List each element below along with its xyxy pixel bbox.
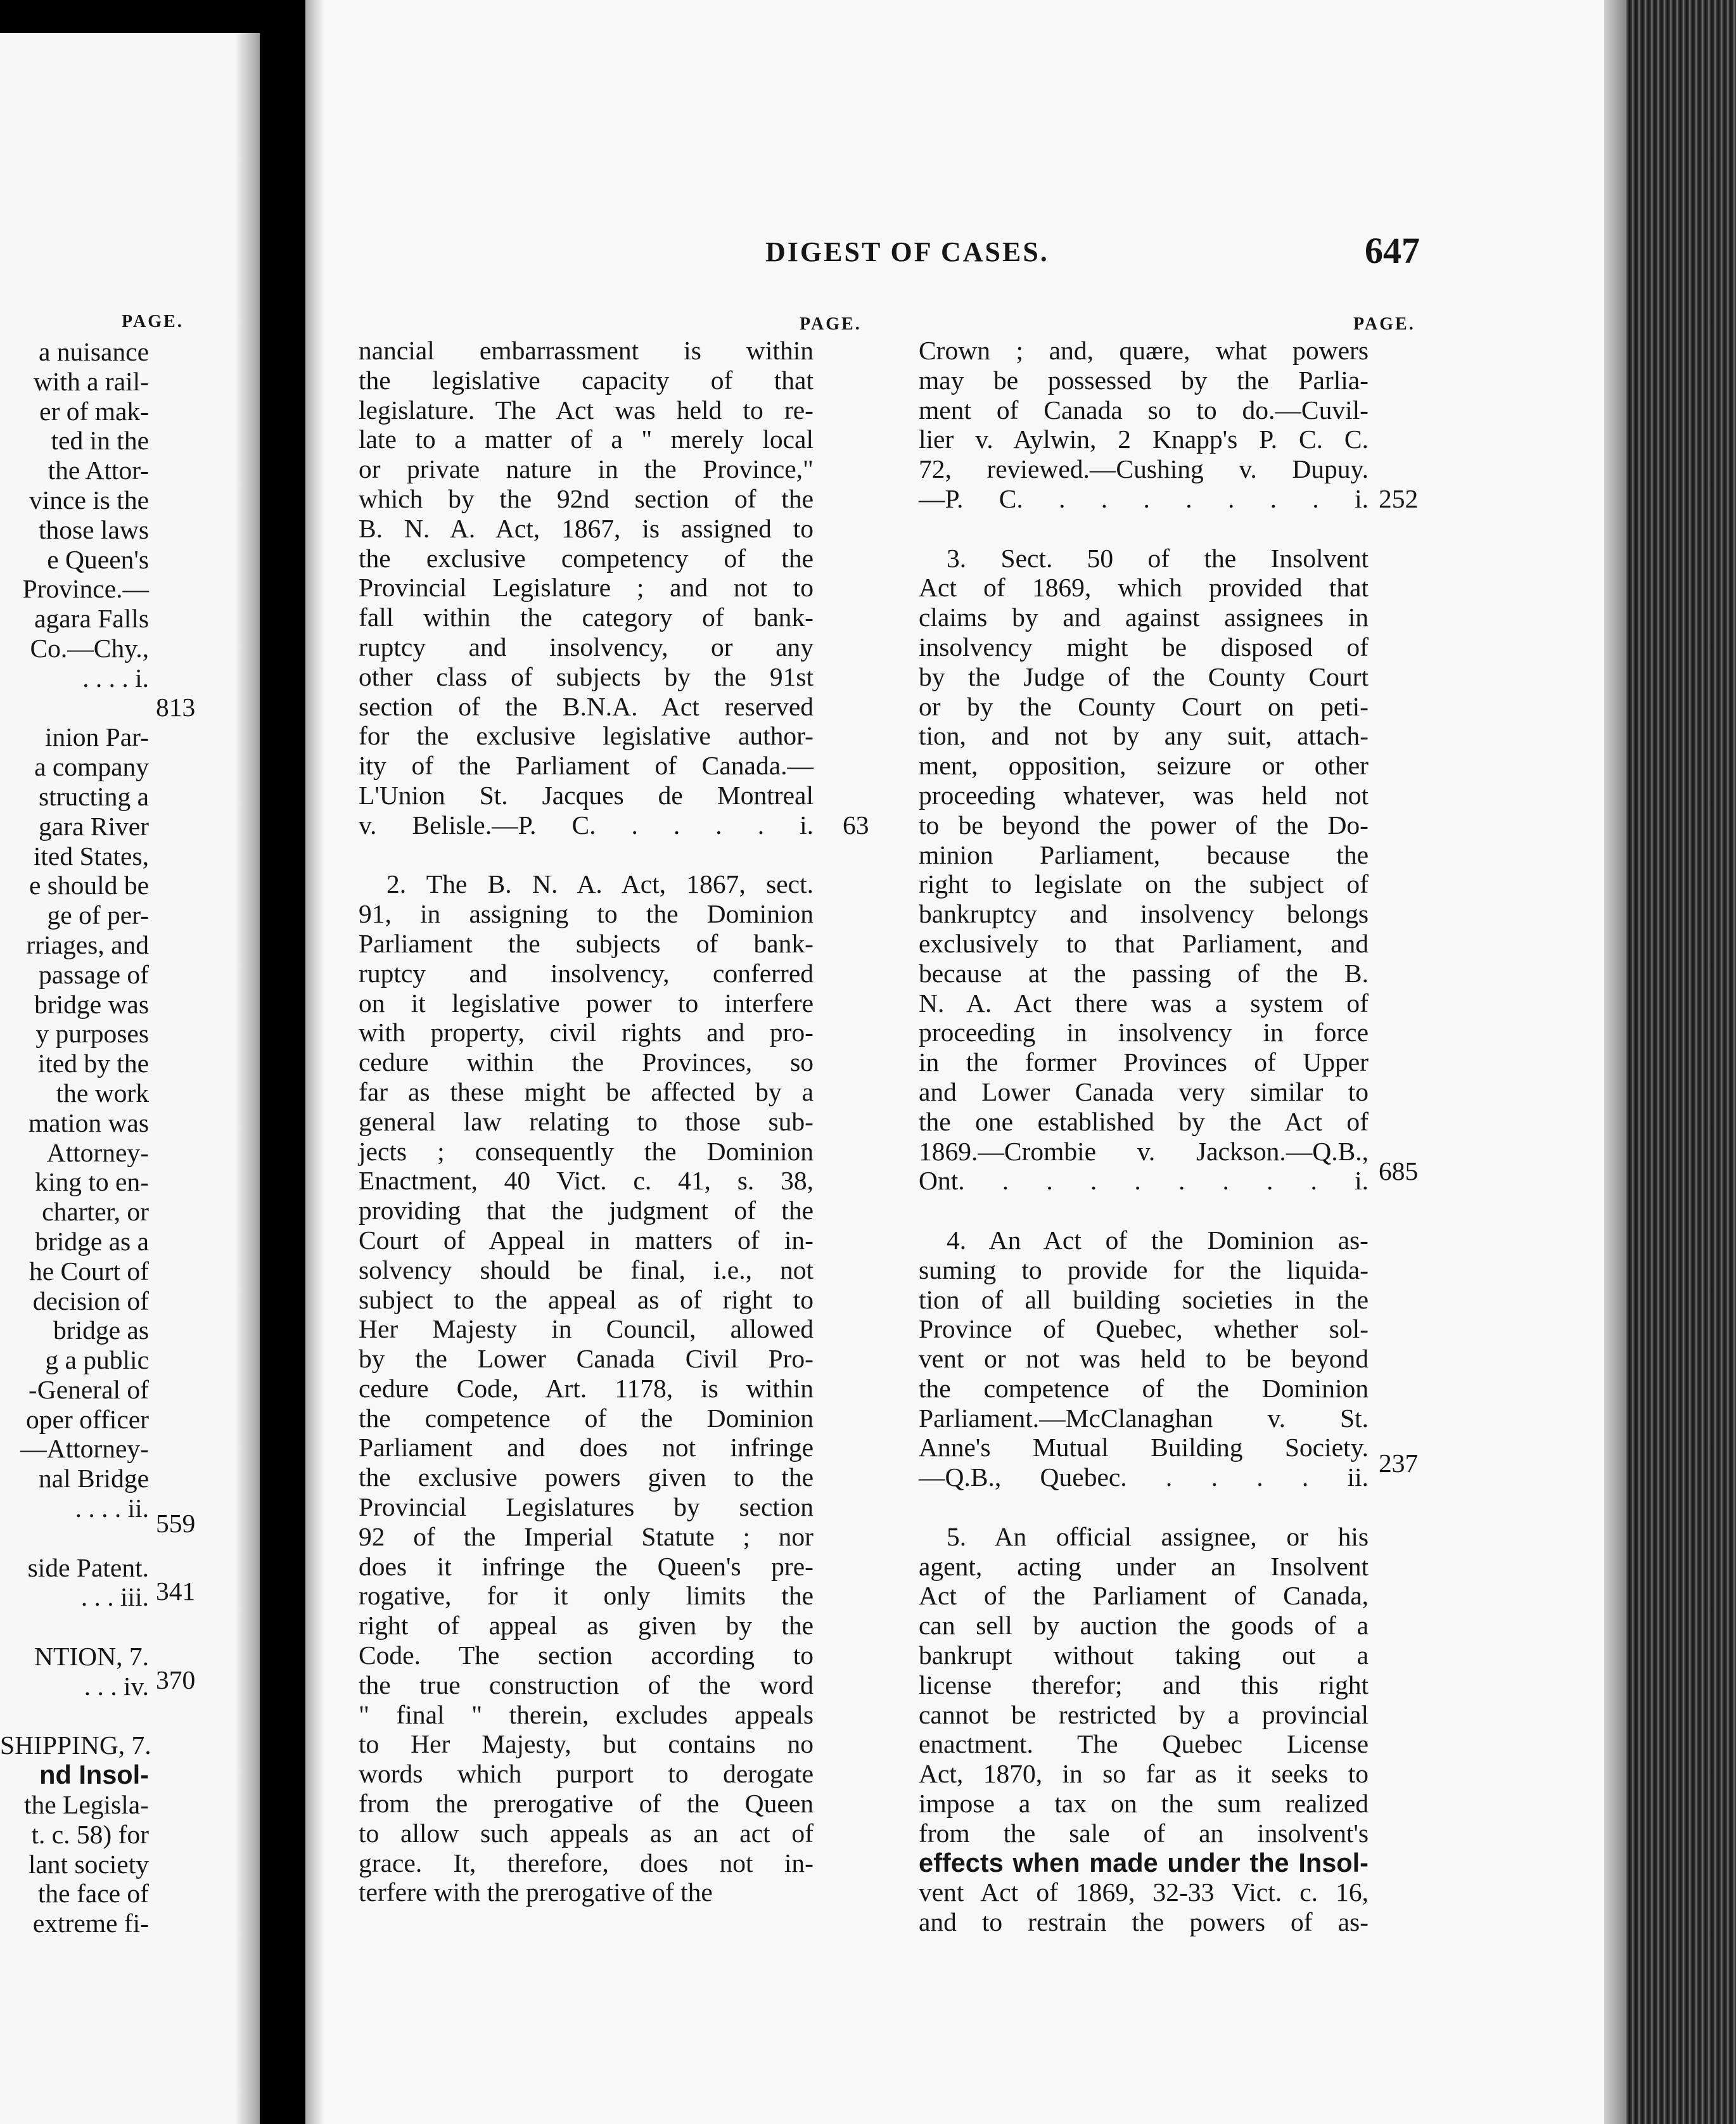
middle-page-label: PAGE. <box>800 314 862 334</box>
paragraph-gap <box>919 514 1369 544</box>
right-gutter-shadow <box>305 0 324 2124</box>
text-line: 4. An Act of the Dominion as- <box>947 1225 1369 1255</box>
text-line: y purposes <box>35 1019 149 1049</box>
text-line: structing a <box>38 781 149 811</box>
text-line: . . . . i. <box>82 663 149 693</box>
page-number: 647 <box>1365 230 1420 271</box>
left-ref-370: 370 <box>156 1665 196 1694</box>
right-ref-252: 252 <box>1379 484 1419 513</box>
text-line: bankruptcy and insolvency belongs <box>919 899 1369 929</box>
text-line: or by the County Court on peti- <box>919 691 1369 721</box>
text-line: L'Union St. Jacques de Montreal <box>359 780 814 810</box>
text-line: effects when made under the Insol- <box>919 1847 1369 1878</box>
text-line: cannot be restricted by a provincial <box>919 1699 1369 1729</box>
text-line: the exclusive competency of the <box>359 543 814 573</box>
running-head: DIGEST OF CASES. <box>765 236 1049 267</box>
text-line: ited States, <box>33 841 149 871</box>
text-line: gara River <box>39 811 149 841</box>
text-line: providing that the judgment of the <box>359 1196 814 1225</box>
text-line: tion, and not by any suit, attach- <box>919 721 1369 751</box>
left-page <box>0 33 260 2124</box>
text-line: or private nature in the Province," <box>359 454 814 484</box>
text-line: mation was <box>28 1108 149 1137</box>
text-line: right to legislate on the subject of <box>919 869 1369 899</box>
text-line: bridge as <box>53 1315 149 1345</box>
text-line: king to en- <box>35 1167 149 1197</box>
text-line: g a public <box>45 1345 149 1375</box>
paragraph-gap <box>919 1196 1369 1225</box>
text-line: inion Par- <box>45 722 149 752</box>
text-line: Act, 1870, in so far as it seeks to <box>919 1759 1369 1789</box>
text-line: . . . iv. <box>84 1671 149 1701</box>
text-line: charter, or <box>42 1197 149 1227</box>
text-line: the Legisla- <box>23 1790 149 1820</box>
text-line: jects ; consequently the Dominion <box>359 1136 814 1166</box>
text-line: ruptcy and insolvency, or any <box>359 632 814 662</box>
text-line: 5. An official assignee, or his <box>947 1521 1369 1551</box>
text-line: Provincial Legislatures by section <box>359 1492 814 1522</box>
text-line: and Lower Canada very similar to <box>919 1077 1369 1106</box>
text-line: lant society <box>28 1849 149 1879</box>
text-line: rogative, for it only limits the <box>359 1581 814 1611</box>
text-line: B. N. A. Act, 1867, is assigned to <box>359 513 814 543</box>
text-line: Her Majesty in Council, allowed <box>359 1314 814 1344</box>
text-line: Province of Quebec, whether sol- <box>919 1314 1369 1344</box>
text-line: claims by and against assignees in <box>919 603 1369 632</box>
text-line: passage of <box>38 959 149 989</box>
text-line: the Attor- <box>48 456 149 485</box>
text-line: legislature. The Act was held to re- <box>359 395 814 425</box>
paragraph-gap <box>0 693 149 723</box>
text-line: words which purport to derogate <box>359 1759 814 1789</box>
text-line: general law relating to those sub- <box>359 1106 814 1136</box>
text-line: Anne's Mutual Building Society. <box>919 1433 1369 1462</box>
text-line: those laws <box>38 515 149 544</box>
left-page-label: PAGE. <box>122 312 184 331</box>
text-line: from the prerogative of the Queen <box>359 1789 814 1819</box>
text-line: Court of Appeal in matters of in- <box>359 1225 814 1255</box>
text-line: vince is the <box>29 485 149 515</box>
text-line: because at the passing of the B. <box>919 958 1369 988</box>
text-line: ited by the <box>37 1049 149 1078</box>
text-line: from the sale of an insolvent's <box>919 1818 1369 1848</box>
text-line: —P. C. . . . . . . . i. <box>919 483 1369 513</box>
text-line: Enactment, 40 Vict. c. 41, s. 38, <box>359 1166 814 1196</box>
text-line: by the Lower Canada Civil Pro- <box>359 1344 814 1374</box>
text-line: oper officer <box>26 1404 149 1434</box>
text-line: late to a matter of a " merely local <box>359 425 814 454</box>
text-line: nal Bridge <box>38 1464 149 1494</box>
text-line: Provincial Legislature ; and not to <box>359 573 814 603</box>
text-line: bankrupt without taking out a <box>919 1641 1369 1670</box>
paragraph-gap <box>0 1701 149 1731</box>
text-line: the legislative capacity of that <box>359 365 814 395</box>
text-line: with property, civil rights and pro- <box>359 1018 814 1047</box>
text-line: to allow such appeals as an act of <box>359 1818 814 1848</box>
paragraph-gap <box>0 1523 149 1553</box>
middle-column-text <box>359 336 814 1907</box>
text-line: ment, opposition, seizure or other <box>919 751 1369 781</box>
text-line: —Attorney- <box>20 1434 149 1464</box>
text-line: minion Parliament, because the <box>919 840 1369 869</box>
text-line: bridge was <box>34 989 149 1019</box>
left-ref-813: 813 <box>156 693 196 722</box>
text-line: which by the 92nd section of the <box>359 483 814 513</box>
text-line: lier v. Aylwin, 2 Knapp's P. C. C. <box>919 425 1369 454</box>
text-line: exclusively to that Parliament, and <box>919 928 1369 958</box>
text-line: solvency should be final, i.e., not <box>359 1255 814 1284</box>
text-line: vent Act of 1869, 32-33 Vict. c. 16, <box>919 1878 1369 1907</box>
text-line: Parliament.—McClanaghan v. St. <box>919 1403 1369 1433</box>
text-line: agent, acting under an Insolvent <box>919 1551 1369 1581</box>
text-line: the work <box>56 1078 149 1108</box>
text-line: er of mak- <box>39 396 149 426</box>
text-line: the face of <box>37 1879 149 1909</box>
text-line: NTION, 7. <box>34 1642 149 1672</box>
left-ref-559: 559 <box>156 1509 196 1538</box>
text-line: proceeding whatever, was held not <box>919 780 1369 810</box>
text-line: the competence of the Dominion <box>359 1403 814 1433</box>
text-line: Parliament the subjects of bank- <box>359 928 814 958</box>
right-column-text <box>919 336 1369 1937</box>
text-line: for the exclusive legislative author- <box>359 721 814 751</box>
text-line: grace. It, therefore, does not in- <box>359 1848 814 1878</box>
text-line: N. A. Act there was a system of <box>919 988 1369 1018</box>
text-line: he Court of <box>29 1256 149 1286</box>
text-line: 91, in assigning to the Dominion <box>359 899 814 929</box>
text-line: does it infringe the Queen's pre- <box>359 1551 814 1581</box>
text-line: in the former Provinces of Upper <box>919 1047 1369 1077</box>
book-page-edges <box>1604 0 1736 2124</box>
paragraph-gap <box>0 1612 149 1642</box>
text-line: rriages, and <box>26 930 149 959</box>
text-line: enactment. The Quebec License <box>919 1729 1369 1759</box>
text-line: right of appeal as given by the <box>359 1611 814 1641</box>
text-line: far as these might be affected by a <box>359 1077 814 1106</box>
text-line: subject to the appeal as of right to <box>359 1284 814 1314</box>
text-line: Ont. . . . . . . . . i. <box>919 1166 1369 1196</box>
text-line: Province.— <box>22 574 149 604</box>
text-line: vent or not was held to be beyond <box>919 1344 1369 1374</box>
text-line: ruptcy and insolvency, conferred <box>359 958 814 988</box>
left-column-text <box>0 337 149 1938</box>
text-line: agara Falls <box>34 604 149 634</box>
text-line: Co.—Chy., <box>30 633 149 663</box>
text-line: to be beyond the power of the Do- <box>919 810 1369 840</box>
text-line: Crown ; and, quære, what powers <box>919 336 1369 365</box>
text-line: e Queen's <box>47 544 149 574</box>
page-edge-highlight <box>1604 0 1626 2124</box>
paragraph-gap <box>919 1492 1369 1522</box>
text-line: ment of Canada so to do.—Cuvil- <box>919 395 1369 425</box>
text-line: 72, reviewed.—Cushing v. Dupuy. <box>919 454 1369 484</box>
right-ref-685: 685 <box>1379 1156 1419 1186</box>
text-line: the one established by the Act of <box>919 1106 1369 1136</box>
text-line: insolvency might be disposed of <box>919 632 1369 662</box>
left-gutter-shadow <box>234 33 260 2124</box>
middle-ref-63: 63 <box>843 810 869 840</box>
text-line: v. Belisle.—P. C. . . . . i. <box>359 810 814 840</box>
text-line: . . . . ii. <box>75 1494 149 1523</box>
text-line: 92 of the Imperial Statute ; nor <box>359 1521 814 1551</box>
text-line: a company <box>34 752 149 782</box>
text-line: Act of the Parliament of Canada, <box>919 1581 1369 1611</box>
text-line: 1869.—Crombie v. Jackson.—Q.B., <box>919 1136 1369 1166</box>
text-line: by the Judge of the County Court <box>919 662 1369 691</box>
text-line: SHIPPING, 7. <box>0 1731 151 1760</box>
text-line: and to restrain the powers of as- <box>919 1907 1369 1937</box>
text-line: t. c. 58) for <box>31 1819 149 1849</box>
text-line: 3. Sect. 50 of the Insolvent <box>947 543 1369 573</box>
text-line: other class of subjects by the 91st <box>359 662 814 691</box>
text-line: —Q.B., Quebec. . . . . ii. <box>919 1462 1369 1492</box>
text-line: extreme fi- <box>32 1909 149 1938</box>
text-line: with a rail- <box>33 366 149 396</box>
text-line: Code. The section according to <box>359 1641 814 1670</box>
paragraph-gap <box>359 840 814 870</box>
text-line: Parliament and does not infringe <box>359 1433 814 1462</box>
text-line: side Patent. <box>27 1552 149 1582</box>
text-line: ted in the <box>51 426 149 456</box>
text-line: to Her Majesty, but contains no <box>359 1729 814 1759</box>
text-line: suming to provide for the liquida- <box>919 1255 1369 1284</box>
text-line: license therefor; and this right <box>919 1670 1369 1699</box>
text-line: Attorney- <box>46 1137 149 1167</box>
text-line: on it legislative power to interfere <box>359 988 814 1018</box>
text-line: Act of 1869, which provided that <box>919 573 1369 603</box>
text-line: decision of <box>32 1286 149 1315</box>
text-line: the true construction of the word <box>359 1670 814 1699</box>
text-line: e should be <box>29 871 149 900</box>
text-line: -General of <box>28 1374 149 1404</box>
text-line: the exclusive powers given to the <box>359 1462 814 1492</box>
text-line: fall within the category of bank- <box>359 603 814 632</box>
text-line: " final " therein, excludes appeals <box>359 1699 814 1729</box>
text-line: 2. The B. N. A. Act, 1867, sect. <box>386 869 814 899</box>
text-line: tion of all building societies in the <box>919 1284 1369 1314</box>
text-line: . . . iii. <box>80 1582 149 1612</box>
text-line: nancial embarrassment is within <box>359 336 814 365</box>
text-line: cedure Code, Art. 1178, is within <box>359 1373 814 1403</box>
text-line: proceeding in insolvency in force <box>919 1018 1369 1047</box>
text-line: the competence of the Dominion <box>919 1373 1369 1403</box>
text-line: cedure within the Provinces, so <box>359 1047 814 1077</box>
text-line: can sell by auction the goods of a <box>919 1611 1369 1641</box>
text-line: may be possessed by the Parlia- <box>919 365 1369 395</box>
left-ref-341: 341 <box>156 1577 196 1606</box>
text-line: section of the B.N.A. Act reserved <box>359 691 814 721</box>
text-line: bridge as a <box>35 1226 149 1256</box>
text-line: impose a tax on the sum realized <box>919 1789 1369 1819</box>
text-line: ge of per- <box>47 900 149 930</box>
text-line: nd Insol- <box>39 1760 149 1790</box>
text-line: ity of the Parliament of Canada.— <box>359 751 814 781</box>
text-line: a nuisance <box>39 337 149 366</box>
right-page-label: PAGE. <box>1353 314 1415 334</box>
right-ref-237: 237 <box>1379 1449 1419 1478</box>
text-line: terfere with the prerogative of the <box>359 1878 713 1907</box>
